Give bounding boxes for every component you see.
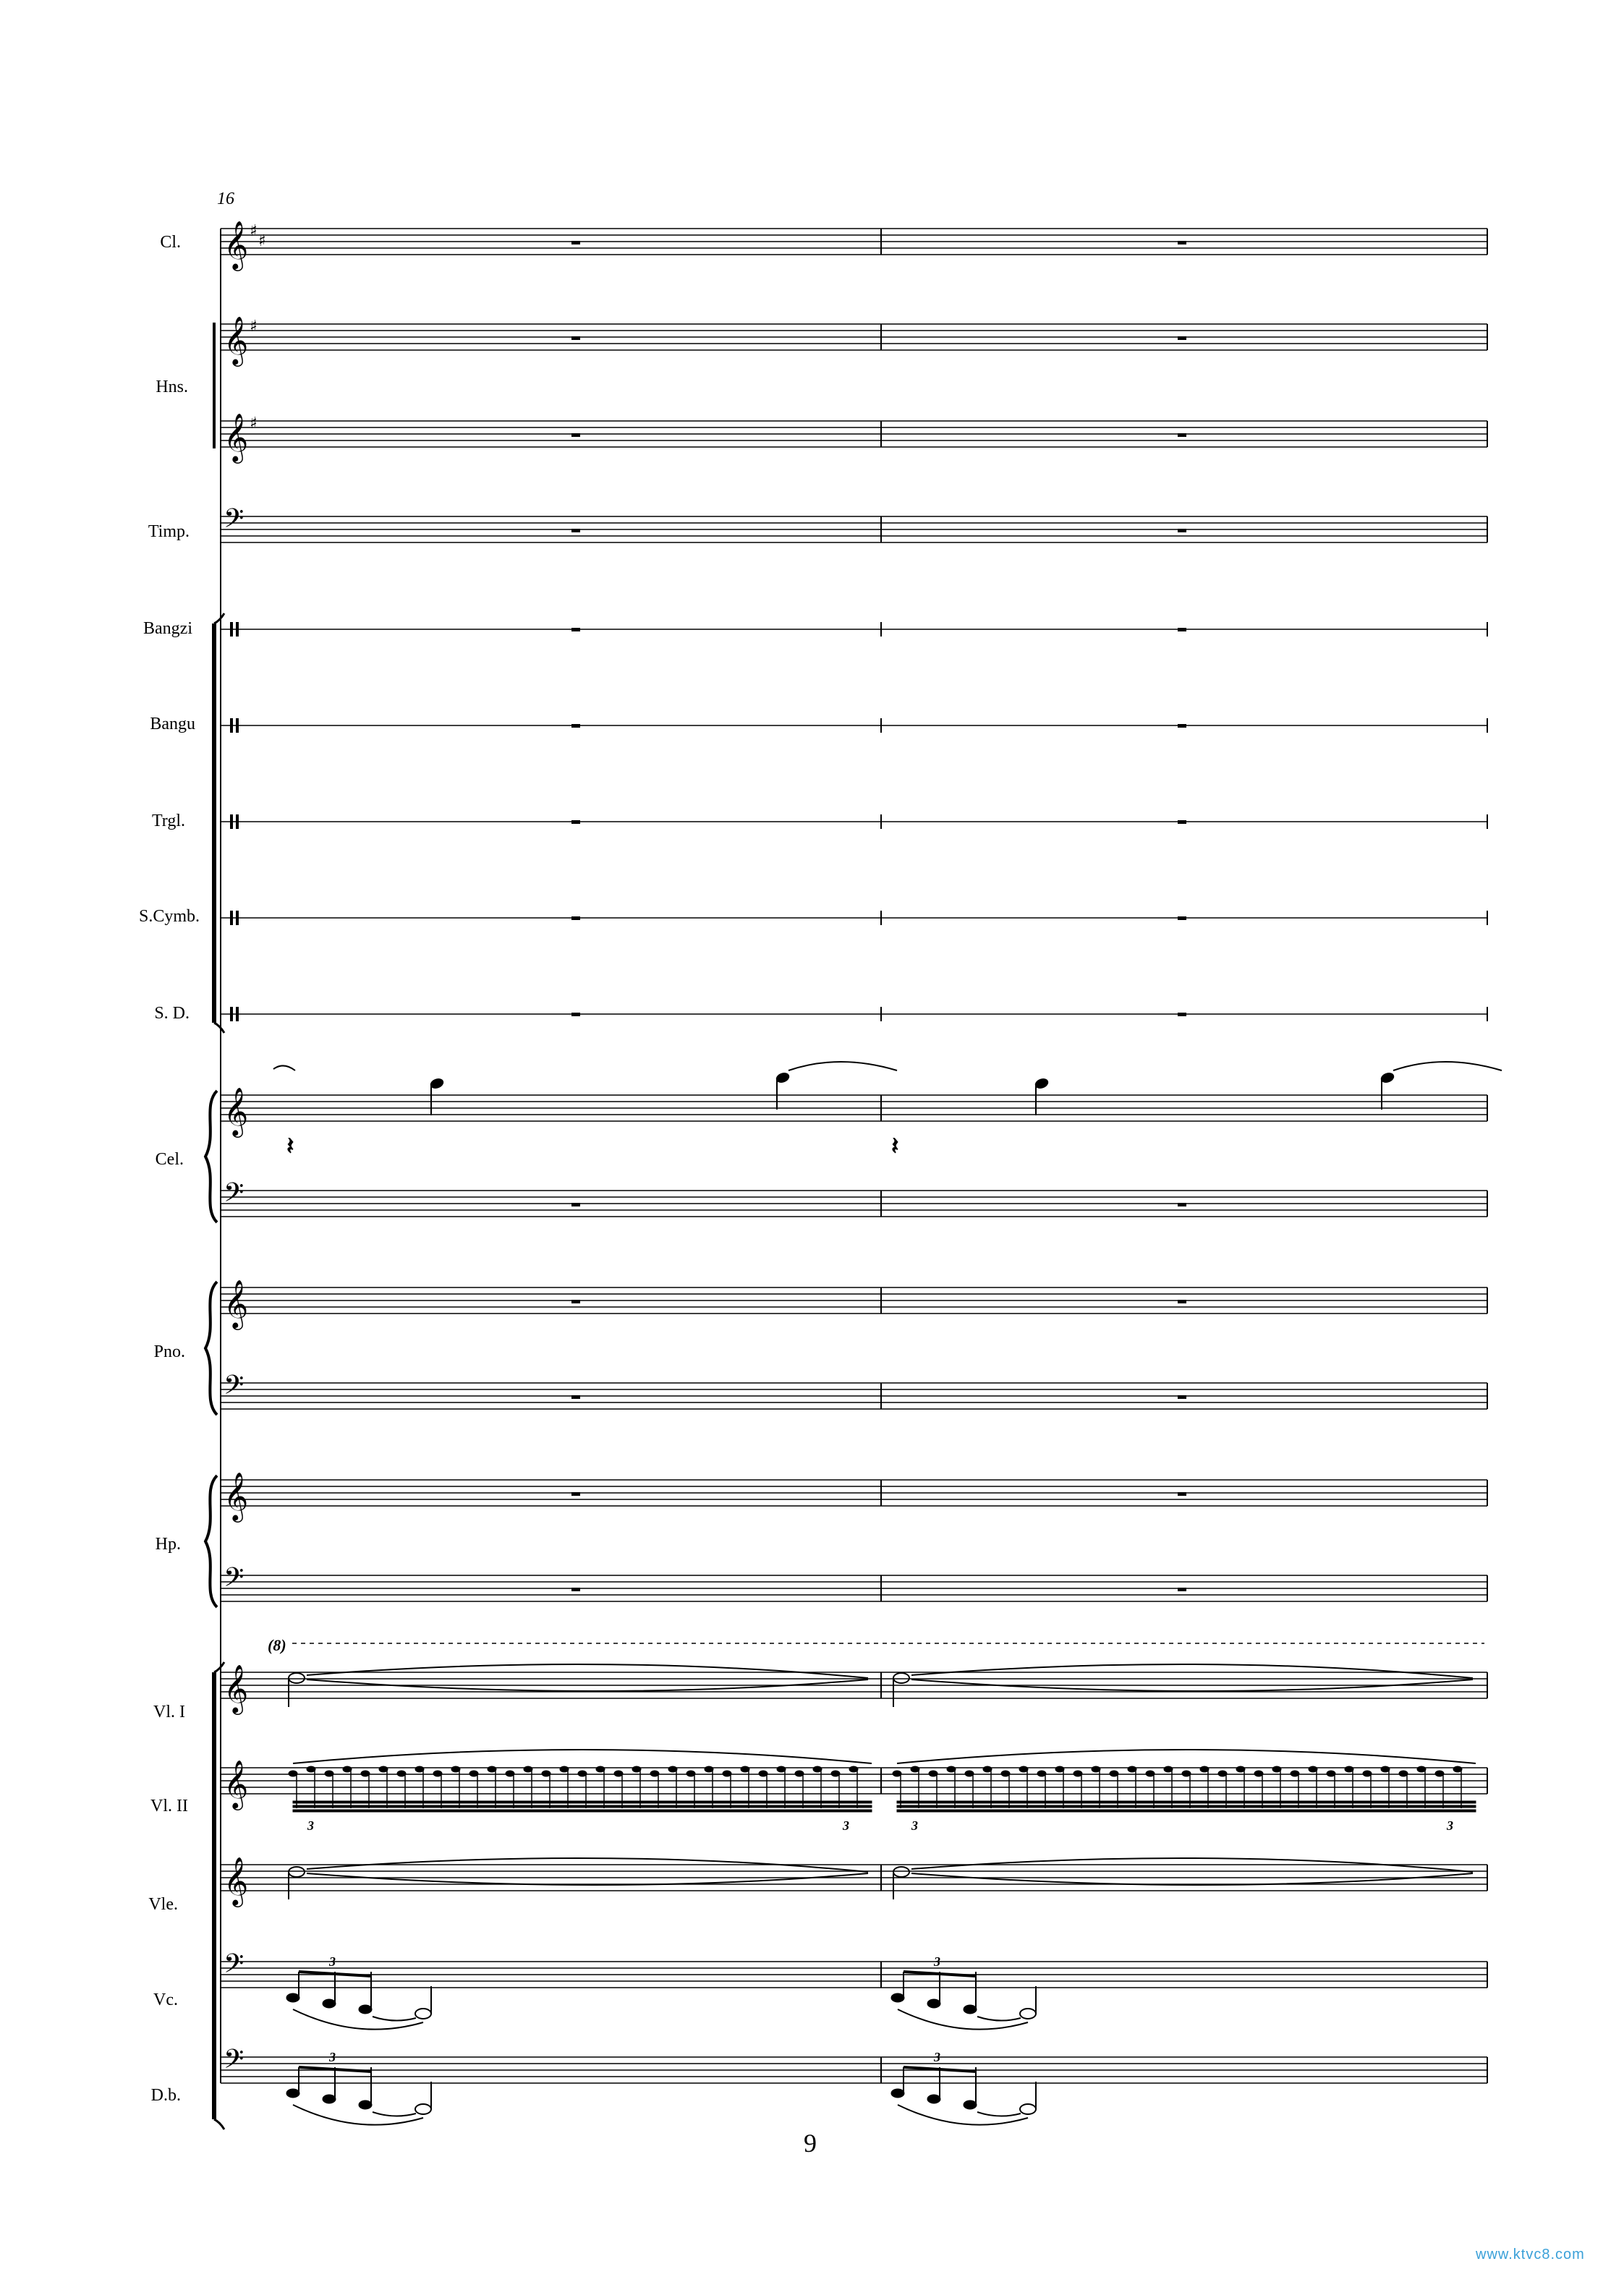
whole-rest — [571, 1395, 580, 1399]
violin2-note — [1001, 1771, 1010, 1776]
tuplet-3: 3 — [307, 1818, 314, 1833]
violin1-half-note — [289, 1673, 305, 1683]
percussion-staff-lines — [221, 629, 1487, 1014]
double-bass-note — [323, 2095, 336, 2103]
sharp-icon: ♯ — [250, 222, 258, 240]
violin2-note — [433, 1771, 442, 1776]
tie — [273, 1065, 295, 1070]
treble-clef-icon: 𝄞 — [224, 315, 249, 365]
celesta-brace — [205, 1091, 217, 1222]
percussion-bracket — [214, 1023, 224, 1033]
violin2-note — [668, 1766, 677, 1772]
tie — [373, 2112, 416, 2116]
violin2-note — [741, 1766, 749, 1772]
whole-rest — [571, 1300, 580, 1303]
violin2-note — [524, 1766, 532, 1772]
instrument-label-cello: Vc. — [153, 1991, 178, 2009]
violin2-beam — [293, 1810, 872, 1812]
violin2-note — [1309, 1766, 1317, 1772]
double-bass-half-note — [1020, 2104, 1036, 2114]
instrument-label-piano: Pno. — [153, 1342, 185, 1361]
instrument-label-celesta: Cel. — [155, 1150, 184, 1169]
violin2-note — [415, 1766, 424, 1772]
barlines — [221, 229, 1487, 2083]
slur — [293, 2105, 423, 2125]
tie — [307, 1664, 868, 1678]
violin2-note — [705, 1766, 713, 1772]
whole-rest — [1178, 628, 1186, 631]
tuplet-3: 3 — [329, 1954, 336, 1969]
tuplet-3: 3 — [934, 1954, 940, 1969]
cello-note — [891, 1993, 904, 2002]
violin2-note — [361, 1771, 370, 1776]
instrument-label-bangu: Bangu — [150, 715, 195, 733]
violin2-note — [1291, 1771, 1299, 1776]
violin2-note — [451, 1766, 460, 1772]
violin2-note — [1055, 1766, 1064, 1772]
cello-half-note — [1020, 2009, 1036, 2019]
violin2-note — [650, 1771, 659, 1776]
slur — [898, 2105, 1028, 2125]
tie — [1393, 1062, 1502, 1070]
whole-rest — [1178, 1395, 1186, 1399]
cello-note — [927, 1999, 940, 2008]
violin2-beam — [293, 1805, 872, 1808]
whole-rest — [571, 1013, 580, 1016]
bass-clef-icon: 𝄢 — [224, 1562, 245, 1599]
instrument-label-double-bass: D.b. — [150, 2086, 181, 2105]
quarter-rest-icon: 𝄽 — [891, 1132, 899, 1161]
strings-bracket — [214, 2119, 224, 2129]
tuplet-3: 3 — [934, 2050, 940, 2064]
treble-clef-icon: 𝄞 — [224, 412, 249, 461]
violin2-note — [1110, 1771, 1118, 1776]
clefs — [224, 220, 266, 2081]
whole-rest — [571, 1588, 580, 1591]
instrument-label-clarinet: Cl. — [160, 233, 181, 252]
violin2-note — [759, 1771, 768, 1776]
whole-rest — [1178, 1013, 1186, 1016]
whole-rest — [571, 1492, 580, 1496]
tie — [307, 1873, 868, 1885]
instrument-label-suspended-cymbal: S.Cymb. — [138, 907, 200, 926]
tuplet-3: 3 — [843, 1818, 849, 1833]
violin2-note — [506, 1771, 514, 1776]
whole-rest — [571, 1203, 580, 1206]
percussion-clef-icon — [230, 718, 233, 733]
percussion-clef-icon — [230, 814, 233, 829]
violin2-note — [1363, 1771, 1372, 1776]
violin2-note — [1037, 1771, 1046, 1776]
violin2-note — [1435, 1771, 1444, 1776]
violin2-note — [1417, 1766, 1426, 1772]
whole-rest — [1178, 241, 1186, 244]
sharp-icon: ♯ — [250, 318, 258, 336]
violin2-note — [947, 1766, 956, 1772]
percussion-clef-icon — [230, 622, 233, 637]
violin2-note — [983, 1766, 992, 1772]
double-bass-note — [359, 2100, 372, 2109]
whole-rest — [571, 241, 580, 244]
tuplet-3: 3 — [329, 2050, 336, 2064]
instrument-label-viola: Vle. — [148, 1895, 178, 1914]
double-bass-note — [964, 2100, 977, 2109]
quarter-rest-icon: 𝄽 — [286, 1132, 294, 1161]
instrument-label-violin-2: Vl. II — [150, 1797, 188, 1815]
percussion-clef-icon — [236, 911, 239, 925]
system-brackets — [205, 323, 224, 2129]
violin2-beam — [293, 1801, 872, 1803]
tuplet-marks — [307, 1818, 1453, 2064]
bass-clef-icon: 𝄢 — [224, 1178, 245, 1214]
whole-rest — [1178, 1300, 1186, 1303]
violin2-note — [965, 1771, 974, 1776]
violin2-note — [614, 1771, 623, 1776]
tie — [977, 2112, 1021, 2116]
violin2-note — [1272, 1766, 1281, 1772]
double-bass-half-note — [415, 2104, 431, 2114]
violin2-note — [1164, 1766, 1173, 1772]
violin2-note — [849, 1766, 858, 1772]
tie — [788, 1062, 897, 1070]
whole-rest — [571, 724, 580, 728]
violin2-note — [777, 1766, 786, 1772]
violin2-note — [1200, 1766, 1209, 1772]
violin2-note — [542, 1771, 550, 1776]
instrument-label-triangle: Trgl. — [151, 812, 185, 830]
slur — [897, 1750, 1476, 1763]
instrument-label-snare-drum: S. D. — [154, 1004, 190, 1023]
sharp-icon: ♯ — [258, 232, 266, 250]
violin2-note — [397, 1771, 406, 1776]
tie — [373, 2017, 416, 2021]
whole-rest — [1178, 433, 1186, 437]
violin2-note — [1182, 1771, 1191, 1776]
treble-clef-icon: 𝄞 — [224, 1759, 249, 1808]
tie — [911, 1873, 1473, 1885]
violin2-note — [1128, 1766, 1136, 1772]
percussion-clef-icon — [236, 718, 239, 733]
violin2-note — [1327, 1771, 1335, 1776]
whole-rest — [1178, 1492, 1186, 1496]
violin2-note — [911, 1766, 919, 1772]
treble-clef-icon: 𝄞 — [224, 1086, 249, 1136]
violin2-note — [1345, 1766, 1353, 1772]
whole-rest — [571, 916, 580, 920]
cello-note — [964, 2005, 977, 2014]
whole-rest — [1178, 1203, 1186, 1206]
bass-clef-icon: 𝄢 — [224, 1949, 245, 1985]
violin1-half-note — [893, 1673, 909, 1683]
whole-rest — [571, 529, 580, 532]
violin2-note — [1254, 1771, 1263, 1776]
tuplet-3: 3 — [911, 1818, 918, 1833]
sharp-icon: ♯ — [250, 414, 258, 433]
violin2-beam — [897, 1810, 1476, 1812]
viola-half-note — [893, 1867, 909, 1877]
violin2-note — [632, 1766, 641, 1772]
page-number: 9 — [804, 2129, 817, 2158]
violin2-note — [325, 1771, 333, 1776]
violin2-note — [596, 1766, 605, 1772]
violin2-note — [893, 1771, 901, 1776]
violin2-note — [1399, 1771, 1408, 1776]
instrument-label-bangzi: Bangzi — [143, 619, 192, 638]
treble-clef-icon: 𝄞 — [224, 1856, 249, 1905]
percussion-clef-icon — [230, 911, 233, 925]
double-bass-note — [891, 2089, 904, 2098]
violin2-beam — [897, 1801, 1476, 1803]
percussion-bracket — [214, 613, 224, 623]
cello-note — [286, 1993, 299, 2002]
treble-clef-icon: 𝄞 — [224, 1664, 249, 1713]
percussion-clef-icon — [230, 1007, 233, 1021]
measure-number: 16 — [217, 190, 234, 208]
tie — [911, 1664, 1473, 1678]
whole-rest — [571, 628, 580, 631]
whole-rest — [571, 433, 580, 437]
violin2-note — [1146, 1771, 1155, 1776]
watermark: www.ktvc8.com — [1476, 2247, 1585, 2262]
violin2-note — [469, 1771, 478, 1776]
treble-clef-icon: 𝄞 — [224, 220, 249, 269]
violin2-note — [1236, 1766, 1245, 1772]
whole-rest — [1178, 916, 1186, 920]
whole-rest — [1178, 1588, 1186, 1591]
violin2-note — [1019, 1766, 1028, 1772]
viola-half-note — [289, 1867, 305, 1877]
violin2-note — [795, 1771, 804, 1776]
violin2-note — [379, 1766, 388, 1772]
bass-clef-icon: 𝄢 — [224, 2044, 245, 2081]
instrument-label-timpani: Timp. — [148, 522, 190, 541]
treble-clef-icon: 𝄞 — [224, 1471, 249, 1520]
whole-rest — [1178, 336, 1186, 340]
tuplet-3: 3 — [1447, 1818, 1453, 1833]
violin2-note — [1381, 1766, 1390, 1772]
slur — [293, 2009, 423, 2030]
violin2-note — [1092, 1766, 1100, 1772]
violin2-note — [578, 1771, 587, 1776]
slurs — [273, 1062, 1502, 2125]
violin2-note — [831, 1771, 840, 1776]
violin2-note — [289, 1771, 297, 1776]
cello-note — [359, 2005, 372, 2014]
percussion-clef-icon — [236, 814, 239, 829]
violin2-note — [929, 1771, 938, 1776]
violin2-beam — [897, 1805, 1476, 1808]
violin2-note — [560, 1766, 569, 1772]
cello-note — [323, 1999, 336, 2008]
violin2-note — [686, 1771, 695, 1776]
ottava-mark: (8) — [268, 1636, 286, 1654]
strings-bracket — [214, 1662, 224, 1672]
cello-half-note — [415, 2009, 431, 2019]
violin2-note — [723, 1771, 731, 1776]
violin2-note — [1218, 1771, 1227, 1776]
staff-lines — [221, 229, 1487, 2083]
whole-rest — [1178, 724, 1186, 728]
violin2-note — [343, 1766, 352, 1772]
instrument-label-horns: Hns. — [156, 378, 188, 396]
slur — [293, 1750, 872, 1763]
whole-rest — [571, 336, 580, 340]
piano-brace — [205, 1282, 217, 1415]
violin2-note — [307, 1766, 315, 1772]
violin2-note — [488, 1766, 496, 1772]
violin2-note — [1074, 1771, 1082, 1776]
violin2-note — [1453, 1766, 1462, 1772]
treble-clef-icon: 𝄞 — [224, 1279, 249, 1328]
slur — [898, 2009, 1028, 2030]
bass-clef-icon: 𝄢 — [224, 1370, 245, 1407]
whole-rest — [571, 820, 580, 824]
percussion-clef-icon — [236, 1007, 239, 1021]
whole-rest — [1178, 529, 1186, 532]
whole-rests — [571, 241, 1186, 1591]
instrument-label-harp: Hp. — [155, 1535, 181, 1554]
whole-rest — [1178, 820, 1186, 824]
harp-brace — [205, 1476, 217, 1607]
bass-clef-icon: 𝄢 — [224, 503, 245, 540]
instrument-label-violin-1: Vl. I — [153, 1703, 185, 1721]
percussion-clef-icon — [236, 622, 239, 637]
violin2-note — [813, 1766, 822, 1772]
double-bass-note — [927, 2095, 940, 2103]
tie — [977, 2017, 1021, 2021]
double-bass-note — [286, 2089, 299, 2098]
